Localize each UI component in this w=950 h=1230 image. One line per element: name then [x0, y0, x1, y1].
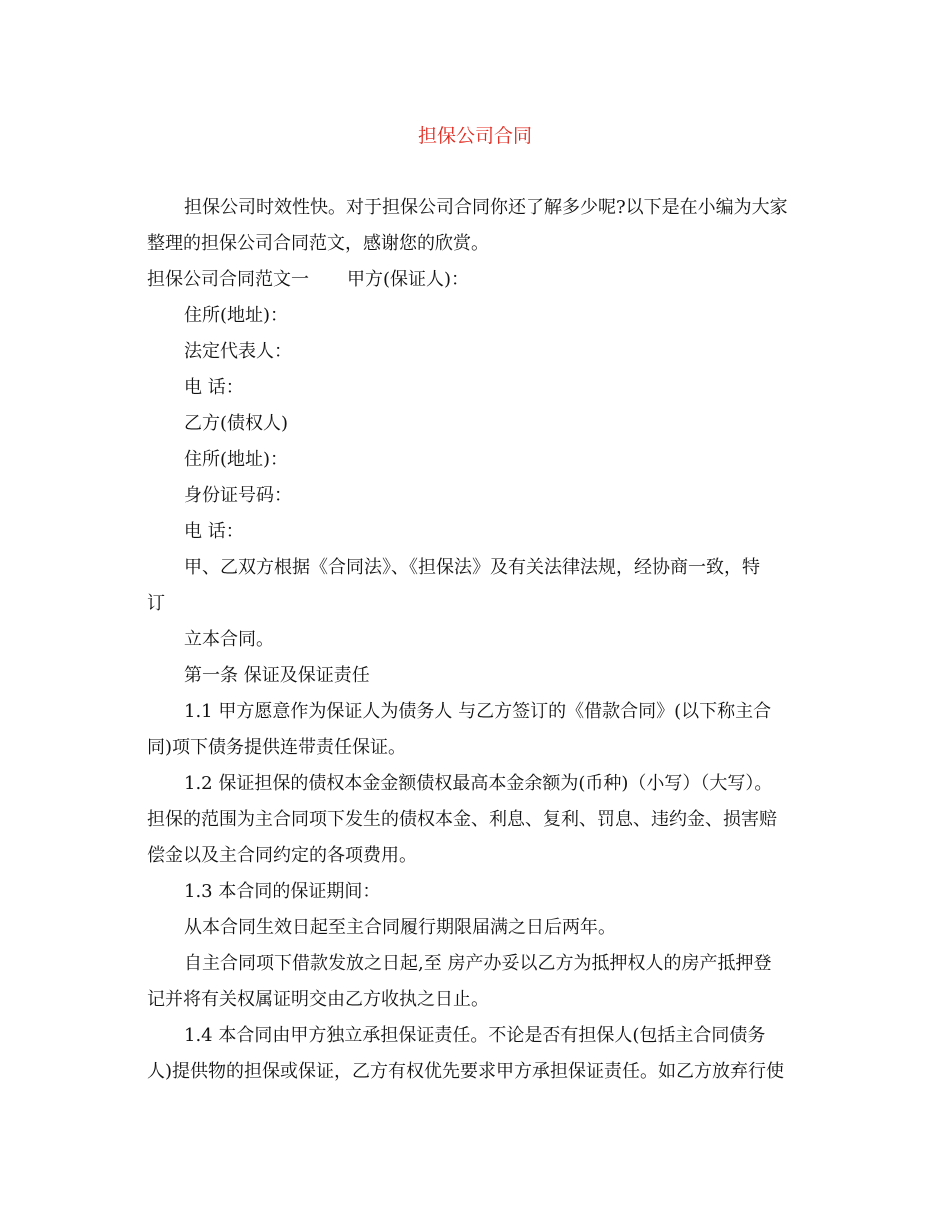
clause-1-1-line-2: 同)项下债务提供连带责任保证。 — [147, 737, 407, 758]
party-a-phone-field: 电 话： — [184, 377, 244, 398]
clause-1-4-line-2: 人)提供物的担保或保证，乙方有权优先要求甲方承担保证责任。如乙方放弃行使 — [147, 1061, 785, 1082]
article-1-title: 第一条 保证及保证责任 — [184, 665, 370, 686]
preamble-line-3: 立本合同。 — [184, 629, 274, 650]
clause-1-2-line-2: 担保的范围为主合同项下发生的债权本金、利息、复利、罚息、违约金、损害赔 — [147, 809, 777, 830]
sample-heading-row — [147, 262, 812, 298]
preamble-line-1: 甲、乙双方根据《合同法》、《担保法》及有关法律法规，经协商一致，特 — [184, 557, 760, 578]
clause-1-2-line-1: 1.2 保证担保的债权本金金额债权最高本金余额为(币种)（小写）（大写）。 — [184, 773, 773, 794]
document-body — [147, 190, 812, 1090]
clause-1-3-extra-line-2: 记并将有关权属证明交由乙方收执之日止。 — [147, 989, 489, 1010]
clause-1-3-extra-line-1: 自主合同项下借款发放之日起,至 房产办妥以乙方为抵押权人的房产抵押登 — [184, 953, 772, 974]
clause-1-1-line-1: 1.1 甲方愿意作为保证人为债务人 与乙方签订的《借款合同》(以下称主合 — [184, 701, 772, 722]
clause-1-3-line-1: 1.3 本合同的保证期间： — [184, 881, 381, 902]
document-title: 担保公司合同 — [417, 125, 532, 147]
clause-1-4-line-1: 1.4 本合同由甲方独立承担保证责任。不论是否有担保人(包括主合同债务 — [184, 1025, 766, 1046]
clause-1-2-line-3: 偿金以及主合同约定的各项费用。 — [147, 845, 417, 866]
clause-1-3-line-2: 从本合同生效日起至主合同履行期限届满之日后两年。 — [184, 917, 616, 938]
party-b-phone-field: 电 话： — [184, 521, 244, 542]
intro-line-2: 整理的担保公司合同范文，感谢您的欣赏。 — [147, 233, 489, 254]
party-a-representative-field: 法定代表人： — [184, 341, 292, 362]
sample-heading: 担保公司合同范文一 — [147, 269, 309, 290]
preamble-line-2: 订 — [147, 593, 165, 614]
party-a-address-field: 住所(地址)： — [184, 305, 289, 326]
party-b-address-field: 住所(地址)： — [184, 449, 289, 470]
party-b-id-field: 身份证号码： — [184, 485, 292, 506]
intro-line-1: 担保公司时效性快。对于担保公司合同你还了解多少呢?以下是在小编为大家 — [184, 197, 788, 218]
party-b-label: 乙方(债权人) — [184, 413, 289, 434]
party-a-label: 甲方(保证人)： — [347, 269, 470, 290]
